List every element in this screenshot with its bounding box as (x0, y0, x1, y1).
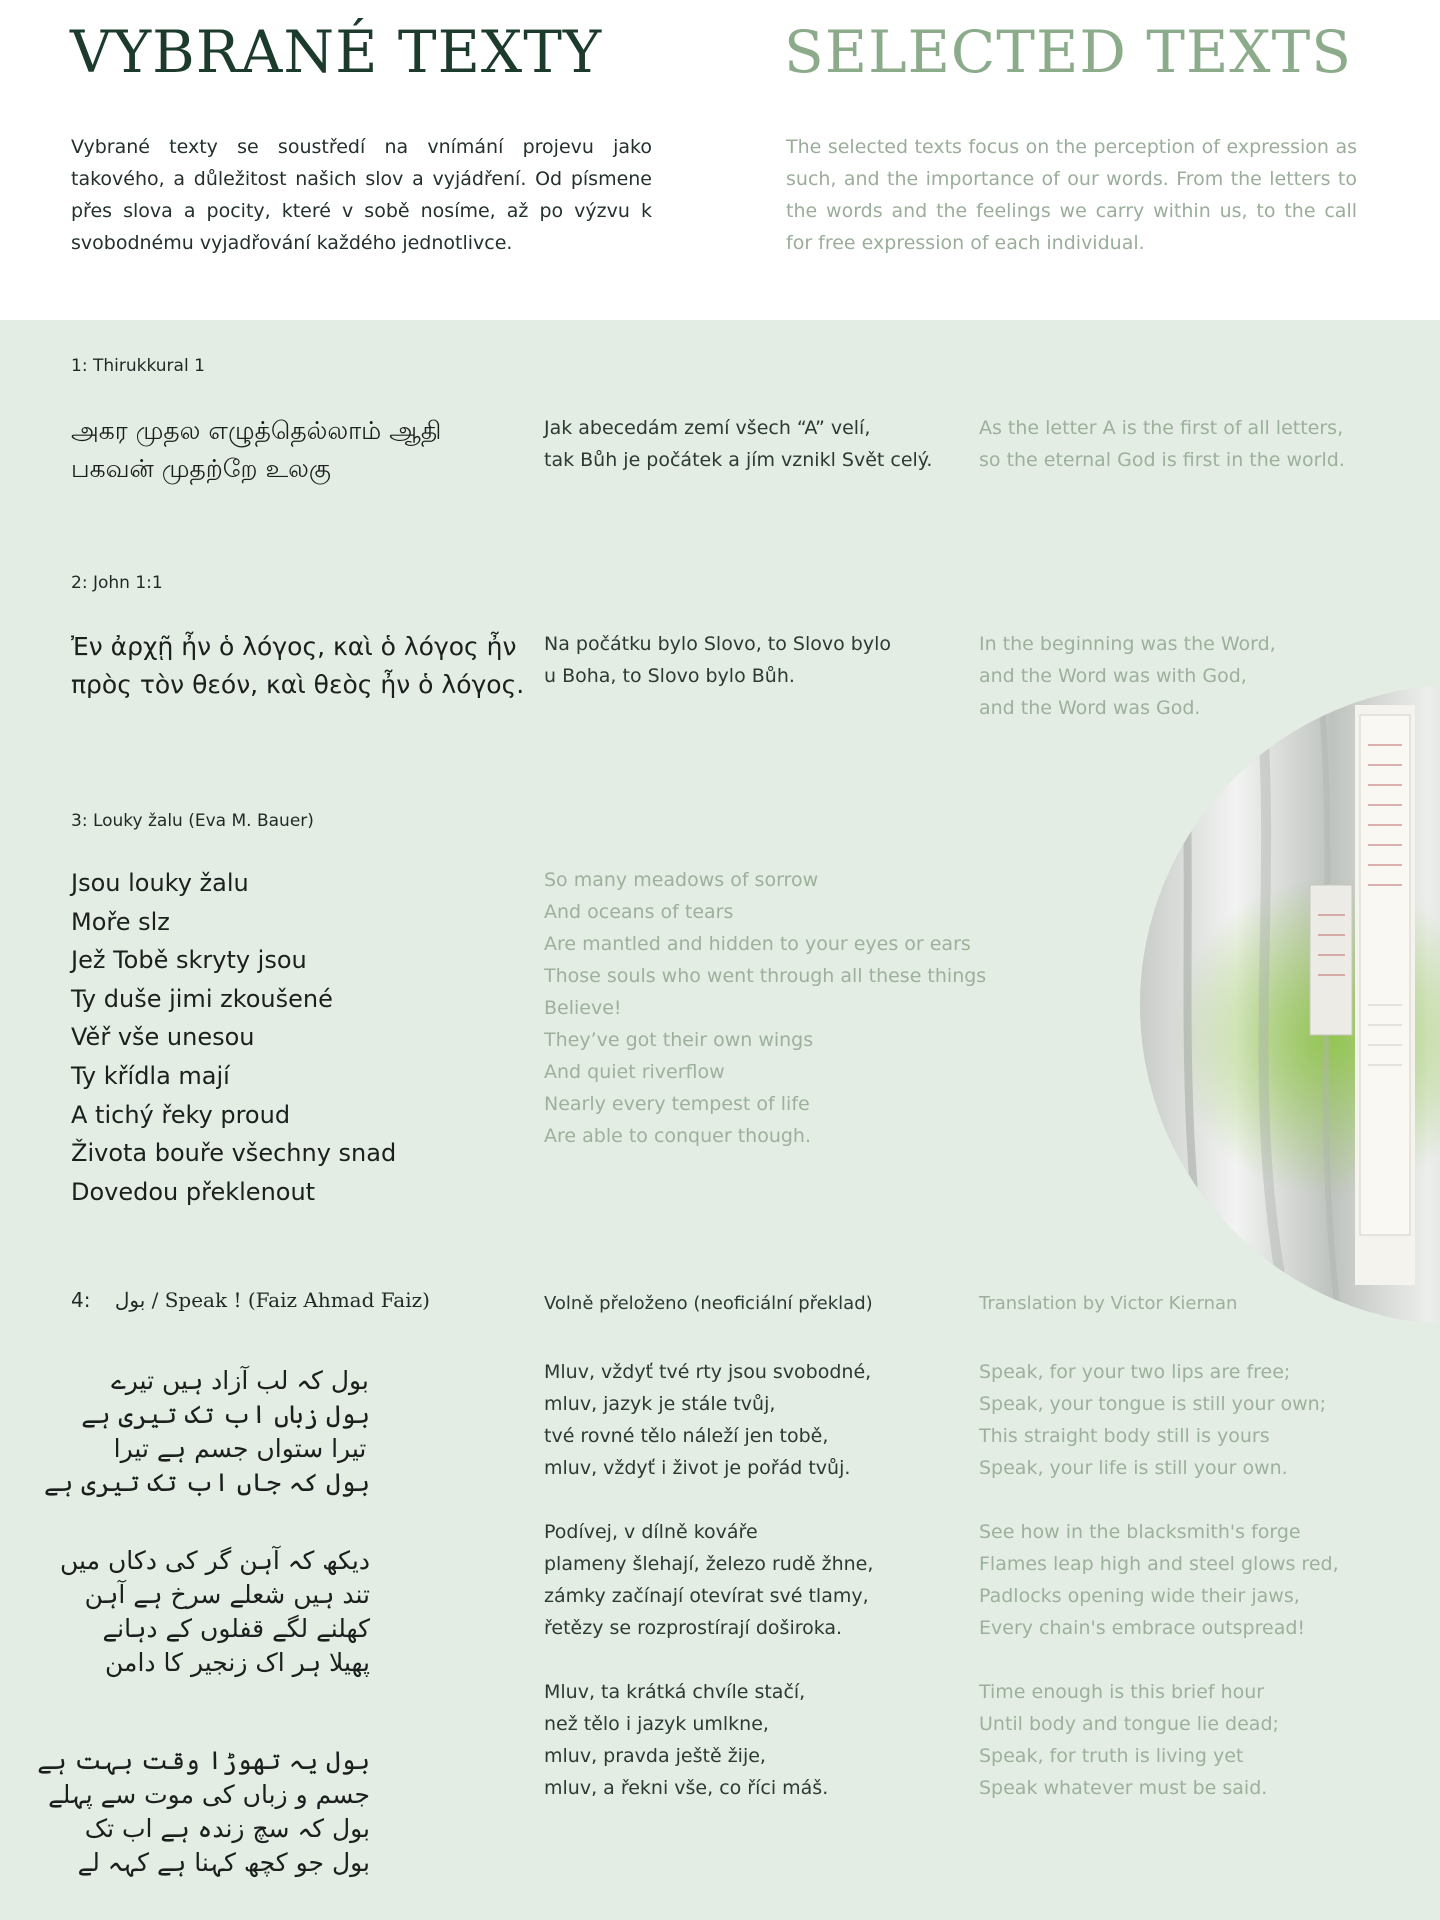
section-1-czech-line: Jak abecedám zemí všech “A” velí, (544, 417, 871, 439)
section-3-english-line: They’ve got their own wings (544, 1029, 814, 1051)
section-4-english-stanza (979, 1356, 1339, 1484)
section-3-label: 3: Louky žalu (Eva M. Bauer) (71, 811, 314, 831)
section-2-english (979, 628, 1276, 724)
section-4-czech-line: zámky začínají otevírat své tlamy, (544, 1585, 869, 1607)
section-4-english-line: Speak, your tongue is still your own; (979, 1393, 1327, 1415)
section-1-original-line: அகர முதல எழுத்தெல்லாம் ஆதி (71, 416, 442, 445)
section-4-english-stanza (979, 1676, 1339, 1804)
section-4-label-name: بول / Speak ! (Faiz Ahmad Faiz) (114, 1288, 430, 1312)
section-1-czech (544, 412, 932, 476)
section-4-czech (544, 1356, 873, 1836)
section-4-czech-line: mluv, vždyť i život je pořád tvůj. (544, 1457, 851, 1479)
section-3-english-line: Nearly every tempest of life (544, 1093, 810, 1115)
section-3-original-line: Dovedou překlenout (71, 1177, 316, 1206)
section-4-english-line: Speak whatever must be said. (979, 1777, 1268, 1799)
section-2-original (71, 628, 524, 704)
section-4-english-line: Speak, your life is still your own. (979, 1457, 1288, 1479)
section-4-czech-stanza (544, 1676, 873, 1804)
section-1-english (979, 412, 1345, 476)
section-3-english-line: And quiet riverflow (544, 1061, 725, 1083)
section-3-original (71, 864, 396, 1211)
section-4-czech-line: než tělo i jazyk umlkne, (544, 1713, 769, 1735)
section-4-urdu-stanza (43, 1364, 370, 1500)
section-1-english-line: As the letter A is the first of all letters, (979, 417, 1344, 439)
section-4-urdu-line: بول جو کچھ کہنا ہے کہہ لے (77, 1848, 370, 1877)
section-3-original-line: Ty duše jimi zkoušené (71, 984, 333, 1013)
section-2-english-line: and the Word was God. (979, 697, 1201, 719)
section-4-urdu-line: تند ہیں شعلے سرخ ہے آہن (84, 1580, 370, 1609)
section-3-english-line: Are able to conquer though. (544, 1125, 812, 1147)
section-4-urdu-stanza (60, 1544, 370, 1680)
section-2-original-line: Ἐν ἀρχῇ ἦν ὁ λόγος, καὶ ὁ λόγος ἦν (71, 632, 517, 661)
section-3-english-line: So many meadows of sorrow (544, 869, 819, 891)
section-2-english-line: and the Word was with God, (979, 665, 1247, 687)
section-2-english-line: In the beginning was the Word, (979, 633, 1276, 655)
section-1-czech-line: tak Bůh je počátek a jím vznikl Svět celý. (544, 449, 933, 471)
section-3-original-line: A tichý řeky proud (71, 1100, 291, 1129)
section-4-label-number: 4: (71, 1288, 91, 1312)
section-4-urdu-line: تیرا ستواں جسم ہے تیرا (113, 1434, 367, 1463)
section-4-english-label: Translation by Victor Kiernan (979, 1293, 1238, 1314)
section-4-czech-line: Mluv, vždyť tvé rty jsou svobodné, (544, 1361, 872, 1383)
section-4-english-line: Every chain's embrace outspread! (979, 1617, 1306, 1639)
section-4-english-line: This straight body still is yours (979, 1425, 1270, 1447)
exhibition-photo-icon (1140, 685, 1440, 1325)
section-4-english-line: Speak, for truth is living yet (979, 1745, 1244, 1767)
section-4-urdu-line: بول زباں اب تک تیری ہے (81, 1400, 370, 1429)
section-2-original-line: πρὸς τὸν θεόν, καὶ θεὸς ἦν ὁ λόγος. (71, 670, 525, 699)
section-4-czech-line: Mluv, ta krátká chvíle stačí, (544, 1681, 806, 1703)
section-4-english-stanza (979, 1516, 1339, 1644)
section-2-czech (544, 628, 891, 692)
section-4-urdu-line: بول کہ لب آزاد ہیں تیرے (111, 1366, 369, 1395)
section-4-label (71, 1288, 430, 1312)
section-4-urdu-line: دیکھ کہ آہن گر کی دکاں میں (60, 1546, 370, 1575)
section-1-original (71, 412, 441, 488)
section-4-urdu-stanza (37, 1744, 370, 1880)
section-4-czech-line: mluv, jazyk je stále tvůj, (544, 1393, 776, 1415)
section-3-original-line: Života bouře všechny snad (71, 1139, 397, 1168)
section-4-urdu-line: بول کہ جاں اب تک تیری ہے (43, 1468, 370, 1497)
section-4-czech-line: mluv, a řekni vše, co říci máš. (544, 1777, 829, 1799)
section-4-urdu-line: کھلنے لگے قفلوں کے دہانے (102, 1614, 370, 1643)
section-4-english-line: Flames leap high and steel glows red, (979, 1553, 1339, 1575)
texts-section (0, 320, 1440, 1920)
section-1-english-line: so the eternal God is first in the world. (979, 449, 1345, 471)
header-section (0, 0, 1440, 320)
section-2-label: 2: John 1:1 (71, 573, 163, 593)
section-4-english-line: Speak, for your two lips are free; (979, 1361, 1291, 1383)
section-3-english-line: Are mantled and hidden to your eyes or ears (544, 933, 971, 955)
intro-text-cz: Vybrané texty se soustředí na vnímání projevu jako takového, a důležitost našich slov a vyjádření. Od písmene přes slova a pocity, které v sobě nosíme, až po výzvu k svobodnému vyjadřování každého jednotlivce. (71, 136, 652, 254)
section-1-original-line: பகவன் முதற்றே உலகு (71, 454, 331, 483)
section-4-urdu-line: جسم و زباں کی موت سے پہلے (48, 1780, 370, 1809)
section-4-czech-line: mluv, pravda ještě žije, (544, 1745, 766, 1767)
section-3-english (544, 864, 986, 1152)
exhibition-photo (1140, 685, 1440, 1325)
section-3-original-line: Jsou louky žalu (71, 869, 249, 897)
section-3-english-line: Believe! (544, 997, 622, 1019)
section-3-original-line: Moře slz (71, 907, 170, 936)
section-4-czech-label: Volně přeloženo (neoficiální překlad) (544, 1293, 873, 1314)
section-2-czech-line: Na počátku bylo Slovo, to Slovo bylo (544, 633, 891, 655)
section-1-label: 1: Thirukkural 1 (71, 356, 205, 376)
section-2-czech-line: u Boha, to Slovo bylo Bůh. (544, 665, 795, 687)
section-4-english-line: See how in the blacksmith's forge (979, 1521, 1301, 1543)
section-3-english-line: And oceans of tears (544, 901, 734, 923)
section-4-english-line: Until body and tongue lie dead; (979, 1713, 1279, 1735)
section-3-original-line: Věř vše unesou (71, 1023, 255, 1052)
section-4-urdu-line: پھیلا ہر اک زنجیر کا دامن (105, 1648, 370, 1677)
section-4-english-line: Padlocks opening wide their jaws, (979, 1585, 1300, 1607)
section-4-urdu-line: بول یہ تھوڑا وقت بہت ہے (37, 1746, 370, 1775)
section-4-english (979, 1356, 1339, 1836)
section-3-english-line: Those souls who went through all these things (544, 965, 987, 987)
section-4-czech-line: řetězy se rozprostírají doširoka. (544, 1617, 843, 1639)
page-title-en: SELECTED TEXTS (784, 18, 1353, 86)
section-4-urdu-line: بول کہ سچ زندہ ہے اب تک (84, 1814, 370, 1843)
section-4-czech-line: plameny šlehají, železo rudě žhne, (544, 1553, 874, 1575)
section-4-czech-line: Podívej, v dílně kováře (544, 1521, 758, 1543)
section-3-original-line: Jež Tobě skryty jsou (71, 946, 307, 975)
intro-text-en: The selected texts focus on the perception of expression as such, and the importance of our words. From the letters to the words and the feelings we carry within us, to the call for free expression of each individual. (786, 136, 1357, 254)
section-4-czech-line: tvé rovné tělo náleží jen tobě, (544, 1425, 829, 1447)
section-3-original-line: Ty křídla mají (71, 1061, 230, 1090)
section-4-czech-stanza (544, 1516, 873, 1644)
page-title-cz: VYBRANÉ TEXTY (70, 18, 603, 86)
section-4-czech-stanza (544, 1356, 873, 1484)
section-4-english-line: Time enough is this brief hour (979, 1681, 1265, 1703)
